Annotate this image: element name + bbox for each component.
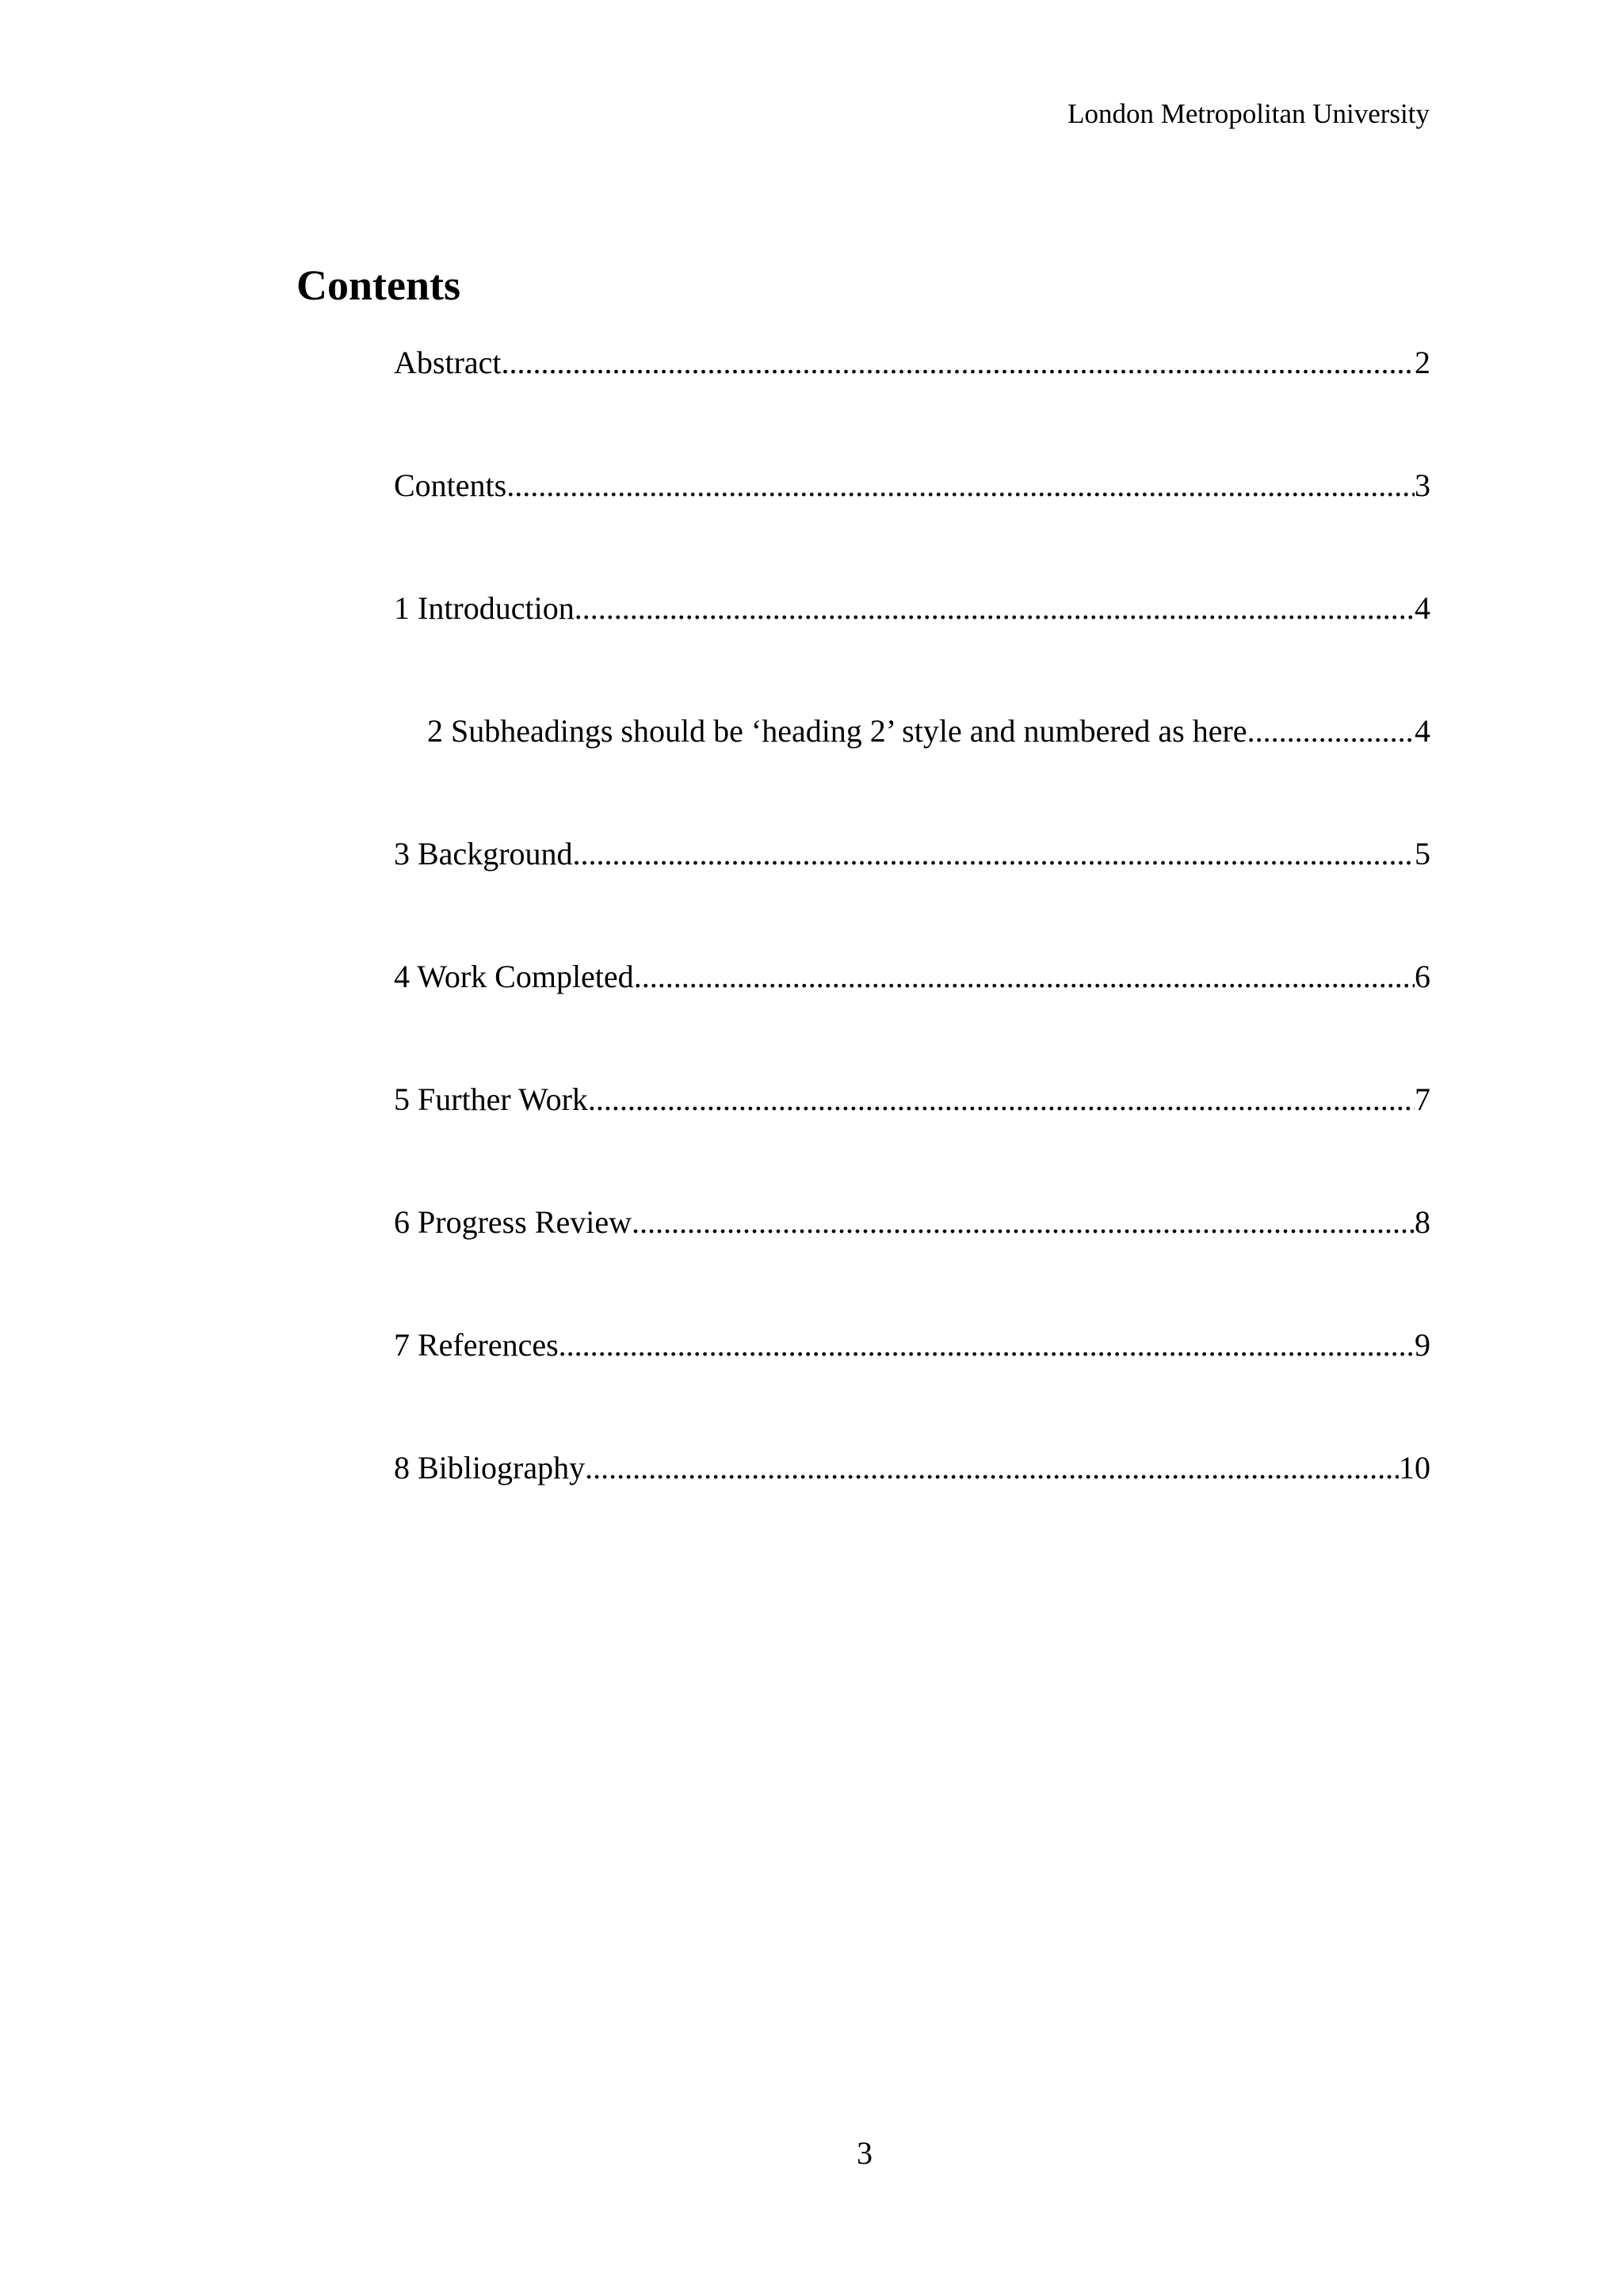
toc-entry-abstract[interactable] (394, 339, 1430, 462)
toc-dot-leader (506, 462, 1415, 509)
toc-page-number: 6 (1415, 959, 1430, 994)
toc-entry-contents[interactable] (394, 462, 1430, 585)
toc-entry-label: Contents (394, 467, 507, 503)
running-header: London Metropolitan University (1067, 98, 1430, 129)
toc-entry-label: 4 Work Completed (394, 959, 634, 994)
toc-page-number: 5 (1415, 836, 1430, 871)
toc-dot-leader (585, 1444, 1399, 1492)
toc-entry-bibliography[interactable] (394, 1444, 1430, 1567)
toc-dot-leader (559, 1322, 1415, 1369)
toc-page-number: 7 (1415, 1081, 1430, 1117)
toc-dot-leader (573, 830, 1415, 878)
toc-entry-work-completed[interactable] (394, 953, 1430, 1076)
toc-entry-label: 3 Background (394, 836, 573, 871)
toc-dot-leader (502, 339, 1415, 387)
table-of-contents (394, 339, 1430, 1567)
toc-dot-leader (575, 585, 1415, 632)
toc-entry-progress-review[interactable] (394, 1199, 1430, 1322)
toc-entry-label: 1 Introduction (394, 590, 575, 626)
toc-entry-further-work[interactable] (394, 1076, 1430, 1199)
toc-page-number: 3 (1415, 467, 1430, 503)
toc-page-number: 9 (1415, 1327, 1430, 1363)
toc-entry-introduction[interactable] (394, 585, 1430, 707)
toc-entry-subheadings[interactable] (394, 707, 1430, 830)
toc-entry-label: 5 Further Work (394, 1081, 588, 1117)
page-number: 3 (857, 2135, 873, 2171)
toc-entry-label: Abstract (394, 345, 502, 380)
toc-page-number: 4 (1415, 713, 1430, 749)
toc-entry-label: 7 References (394, 1327, 559, 1363)
toc-page-number: 10 (1399, 1450, 1430, 1486)
contents-heading: Contents (296, 261, 461, 309)
toc-dot-leader (1247, 707, 1415, 755)
toc-dot-leader (588, 1076, 1415, 1123)
toc-dot-leader (634, 953, 1415, 1001)
toc-entry-label: 8 Bibliography (394, 1450, 586, 1486)
toc-page-number: 4 (1415, 590, 1430, 626)
toc-page-number: 2 (1415, 345, 1430, 380)
toc-entry-references[interactable] (394, 1322, 1430, 1444)
toc-entry-background[interactable] (394, 830, 1430, 953)
toc-page-number: 8 (1415, 1204, 1430, 1240)
toc-entry-label: 6 Progress Review (394, 1204, 632, 1240)
toc-dot-leader (632, 1199, 1415, 1246)
toc-entry-label: 2 Subheadings should be ‘heading 2’ style and numbered as here (427, 713, 1247, 749)
